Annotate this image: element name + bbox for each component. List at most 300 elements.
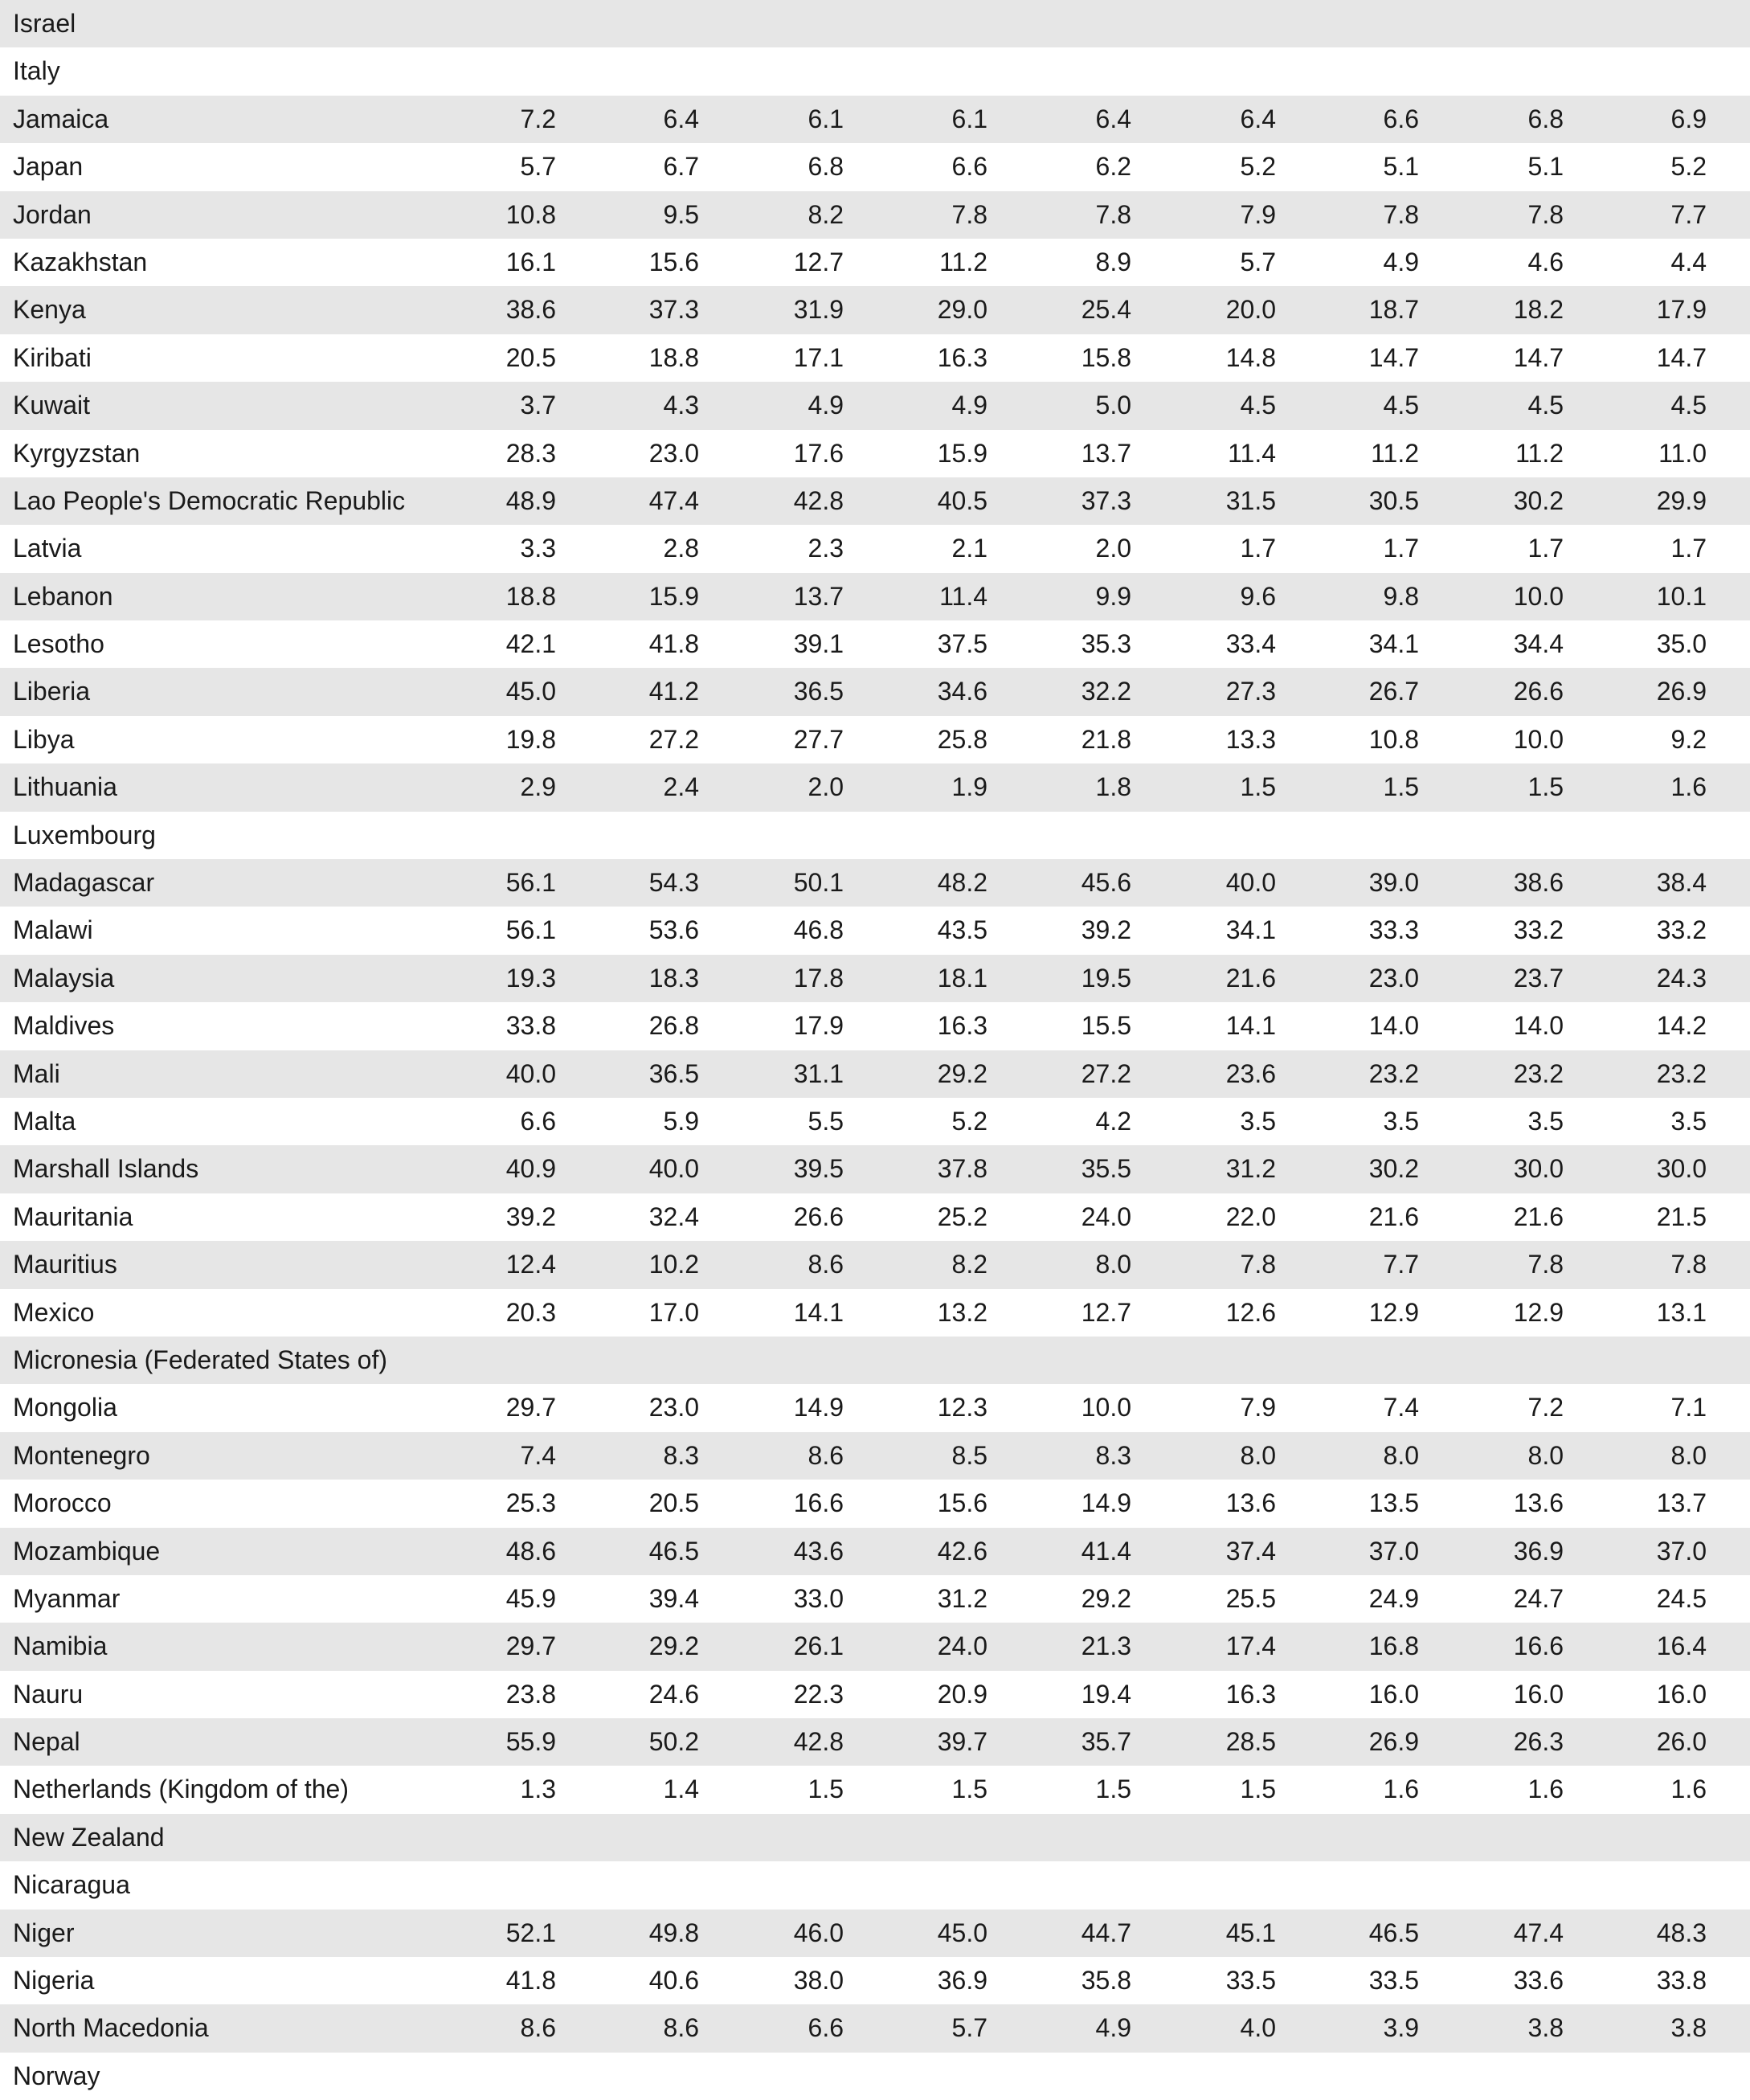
table-cell-value: 5.2 (951, 1106, 987, 1136)
table-cell-value: 15.6 (937, 1488, 987, 1518)
table-cell-value: 34.4 (1513, 629, 1564, 659)
table-cell-value: 39.7 (937, 1727, 987, 1757)
table-cell-value: 16.6 (1513, 1631, 1564, 1661)
table-cell-value: 15.8 (1081, 342, 1131, 372)
table-cell-value: 52.1 (505, 1918, 556, 1947)
table-cell-value: 3.5 (1670, 1106, 1707, 1136)
table-cell-value: 26.3 (1513, 1727, 1564, 1757)
table-cell-value: 2.8 (663, 534, 699, 563)
table-cell-value: 28.5 (1225, 1727, 1276, 1757)
table-row (0, 1432, 1750, 1480)
table-cell-value: 21.5 (1656, 1201, 1707, 1231)
table-cell-value: 9.2 (1670, 724, 1707, 754)
table-cell-value: 25.4 (1081, 295, 1131, 325)
table-cell-value: 6.6 (951, 152, 987, 182)
table-cell-value: 26.6 (793, 1201, 844, 1231)
country-name: Malawi (13, 915, 93, 945)
table-cell-value: 25.2 (937, 1201, 987, 1231)
table-cell-value: 14.9 (1081, 1488, 1131, 1518)
table-cell-value: 24.0 (1081, 1201, 1131, 1231)
country-name: Nicaragua (13, 1870, 130, 1900)
table-row (0, 1145, 1750, 1193)
table-cell-value: 11.0 (1658, 438, 1707, 468)
table-cell-value: 3.5 (1383, 1106, 1419, 1136)
table-cell-value: 17.9 (793, 1011, 844, 1041)
table-cell-value: 45.0 (937, 1918, 987, 1947)
table-row (0, 716, 1750, 763)
country-name: Netherlands (Kingdom of the) (13, 1775, 349, 1804)
table-cell-value: 1.7 (1527, 534, 1564, 563)
table-row (0, 1289, 1750, 1337)
table-cell-value: 46.8 (793, 915, 844, 945)
table-cell-value: 13.7 (793, 581, 844, 611)
table-cell-value: 1.3 (520, 1775, 556, 1804)
table-cell-value: 46.0 (793, 1918, 844, 1947)
table-row (0, 1814, 1750, 1861)
table-row (0, 1193, 1750, 1241)
table-cell-value: 33.5 (1368, 1966, 1419, 1996)
country-name: Jamaica (13, 104, 109, 133)
table-cell-value: 5.7 (951, 2013, 987, 2043)
table-cell-value: 54.3 (648, 868, 699, 898)
table-cell-value: 33.4 (1225, 629, 1276, 659)
table-cell-value: 18.1 (937, 963, 987, 993)
table-cell-value: 29.2 (648, 1631, 699, 1661)
table-cell-value: 1.8 (1095, 772, 1131, 802)
table-cell-value: 42.8 (793, 1727, 844, 1757)
table-cell-value: 7.9 (1240, 199, 1276, 229)
table-row (0, 1957, 1750, 2004)
table-cell-value: 3.5 (1527, 1106, 1564, 1136)
table-cell-value: 20.9 (937, 1679, 987, 1709)
table-cell-value: 45.1 (1225, 1918, 1276, 1947)
table-cell-value: 55.9 (505, 1727, 556, 1757)
table-cell-value: 26.0 (1656, 1727, 1707, 1757)
table-cell-value: 31.9 (793, 295, 844, 325)
table-cell-value: 39.2 (505, 1201, 556, 1231)
table-cell-value: 17.4 (1225, 1631, 1276, 1661)
table-cell-value: 7.4 (1383, 1393, 1419, 1423)
table-cell-value: 23.0 (1368, 963, 1419, 993)
table-cell-value: 5.7 (520, 152, 556, 182)
table-cell-value: 39.0 (1368, 868, 1419, 898)
country-name: Israel (13, 9, 76, 38)
table-cell-value: 11.2 (939, 247, 987, 276)
country-name: Liberia (13, 677, 91, 706)
country-name: Lesotho (13, 629, 104, 659)
table-cell-value: 2.9 (520, 772, 556, 802)
table-cell-value: 14.2 (1656, 1011, 1707, 1041)
table-row (0, 1718, 1750, 1766)
table-cell-value: 1.5 (951, 1775, 987, 1804)
table-row (0, 1623, 1750, 1670)
table-cell-value: 9.6 (1240, 581, 1276, 611)
table-cell-value: 27.2 (648, 724, 699, 754)
table-row (0, 239, 1750, 286)
table-cell-value: 6.7 (663, 152, 699, 182)
table-cell-value: 18.8 (505, 581, 556, 611)
table-cell-value: 7.8 (1240, 1250, 1276, 1279)
table-cell-value: 3.3 (520, 534, 556, 563)
table-row (0, 1098, 1750, 1145)
table-cell-value: 10.8 (1368, 724, 1419, 754)
table-cell-value: 4.2 (1095, 1106, 1131, 1136)
table-cell-value: 14.7 (1513, 342, 1564, 372)
table-cell-value: 1.9 (951, 772, 987, 802)
table-cell-value: 31.5 (1225, 485, 1276, 515)
table-cell-value: 38.0 (793, 1966, 844, 1996)
country-name: Japan (13, 152, 84, 182)
table-cell-value: 17.6 (793, 438, 844, 468)
table-cell-value: 10.1 (1656, 581, 1707, 611)
table-row (0, 143, 1750, 190)
table-cell-value: 42.6 (937, 1536, 987, 1566)
country-name: Malaysia (13, 963, 115, 993)
table-cell-value: 1.5 (1527, 772, 1564, 802)
table-cell-value: 35.8 (1081, 1966, 1131, 1996)
table-cell-value: 2.1 (951, 534, 987, 563)
table-cell-value: 40.0 (505, 1058, 556, 1088)
table-cell-value: 7.8 (1527, 1250, 1564, 1279)
table-cell-value: 8.0 (1527, 1440, 1564, 1470)
table-cell-value: 25.8 (937, 724, 987, 754)
table-cell-value: 46.5 (648, 1536, 699, 1566)
table-cell-value: 29.7 (505, 1631, 556, 1661)
table-row (0, 382, 1750, 429)
table-cell-value: 4.5 (1240, 391, 1276, 420)
country-name: Kyrgyzstan (13, 438, 141, 468)
table-cell-value: 16.3 (1225, 1679, 1276, 1709)
table-cell-value: 6.4 (663, 104, 699, 133)
table-cell-value: 7.7 (1670, 199, 1707, 229)
table-cell-value: 47.4 (1513, 1918, 1564, 1947)
table-cell-value: 40.6 (648, 1966, 699, 1996)
table-cell-value: 26.6 (1513, 677, 1564, 706)
table-cell-value: 34.6 (937, 677, 987, 706)
table-cell-value: 12.7 (1081, 1297, 1131, 1327)
table-cell-value: 8.6 (663, 2013, 699, 2043)
table-cell-value: 1.6 (1527, 1775, 1564, 1804)
country-name: Jordan (13, 199, 92, 229)
table-cell-value: 6.4 (1095, 104, 1131, 133)
table-row (0, 430, 1750, 477)
table-cell-value: 17.1 (793, 342, 844, 372)
table-cell-value: 14.9 (793, 1393, 844, 1423)
country-name: Mauritania (13, 1201, 133, 1231)
table-cell-value: 34.1 (1368, 629, 1419, 659)
table-cell-value: 33.2 (1656, 915, 1707, 945)
table-cell-value: 45.9 (505, 1583, 556, 1613)
table-cell-value: 14.1 (1225, 1011, 1276, 1041)
table-cell-value: 36.9 (1513, 1536, 1564, 1566)
table-cell-value: 29.9 (1656, 485, 1707, 515)
table-cell-value: 33.3 (1368, 915, 1419, 945)
table-cell-value: 53.6 (648, 915, 699, 945)
table-cell-value: 34.1 (1225, 915, 1276, 945)
table-cell-value: 18.7 (1368, 295, 1419, 325)
table-cell-value: 16.4 (1656, 1631, 1707, 1661)
country-name: Kuwait (13, 391, 91, 420)
country-name: Kenya (13, 295, 86, 325)
table-cell-value: 4.9 (1383, 247, 1419, 276)
table-row (0, 477, 1750, 525)
table-cell-value: 23.2 (1368, 1058, 1419, 1088)
table-cell-value: 41.2 (648, 677, 699, 706)
table-cell-value: 45.0 (505, 677, 556, 706)
table-cell-value: 44.7 (1081, 1918, 1131, 1947)
table-cell-value: 16.6 (793, 1488, 844, 1518)
table-cell-value: 37.3 (648, 295, 699, 325)
table-cell-value: 41.4 (1081, 1536, 1131, 1566)
country-name: Maldives (13, 1011, 115, 1041)
table-cell-value: 8.6 (520, 2013, 556, 2043)
table-cell-value: 24.0 (937, 1631, 987, 1661)
table-cell-value: 19.4 (1081, 1679, 1131, 1709)
country-name: Lithuania (13, 772, 117, 802)
table-cell-value: 7.7 (1383, 1250, 1419, 1279)
table-cell-value: 26.9 (1368, 1727, 1419, 1757)
country-name: Kazakhstan (13, 247, 148, 276)
table-row (0, 573, 1750, 620)
table-cell-value: 38.6 (1513, 868, 1564, 898)
table-cell-value: 24.3 (1656, 963, 1707, 993)
table-cell-value: 31.2 (1225, 1154, 1276, 1184)
table-cell-value: 30.2 (1513, 485, 1564, 515)
table-row (0, 1480, 1750, 1527)
country-name: Mali (13, 1058, 60, 1088)
table-cell-value: 7.2 (520, 104, 556, 133)
country-name: Nauru (13, 1679, 84, 1709)
table-cell-value: 21.8 (1081, 724, 1131, 754)
table-cell-value: 20.5 (648, 1488, 699, 1518)
table-cell-value: 14.7 (1368, 342, 1419, 372)
table-cell-value: 10.0 (1513, 724, 1564, 754)
table-cell-value: 31.2 (937, 1583, 987, 1613)
table-cell-value: 35.5 (1081, 1154, 1131, 1184)
table-cell-value: 37.0 (1656, 1536, 1707, 1566)
table-cell-value: 8.2 (951, 1250, 987, 1279)
table-cell-value: 25.5 (1225, 1583, 1276, 1613)
table-cell-value: 23.0 (648, 438, 699, 468)
table-cell-value: 14.0 (1368, 1011, 1419, 1041)
table-cell-value: 38.4 (1656, 868, 1707, 898)
table-cell-value: 29.0 (937, 295, 987, 325)
table-cell-value: 8.9 (1095, 247, 1131, 276)
table-row (0, 955, 1750, 1002)
table-cell-value: 29.2 (1081, 1583, 1131, 1613)
table-cell-value: 14.1 (793, 1297, 844, 1327)
table-cell-value: 6.6 (1383, 104, 1419, 133)
table-cell-value: 7.8 (1383, 199, 1419, 229)
table-cell-value: 27.7 (793, 724, 844, 754)
table-cell-value: 15.6 (648, 247, 699, 276)
table-cell-value: 41.8 (505, 1966, 556, 1996)
table-row (0, 2004, 1750, 2052)
table-cell-value: 9.5 (663, 199, 699, 229)
table-row (0, 1241, 1750, 1288)
table-cell-value: 30.5 (1368, 485, 1419, 515)
table-cell-value: 17.8 (793, 963, 844, 993)
table-row (0, 1384, 1750, 1431)
table-row (0, 2053, 1750, 2100)
table-cell-value: 31.1 (793, 1058, 844, 1088)
table-cell-value: 10.0 (1513, 581, 1564, 611)
table-cell-value: 5.1 (1527, 152, 1564, 182)
table-cell-value: 33.6 (1513, 1966, 1564, 1996)
table-cell-value: 4.3 (663, 391, 699, 420)
table-cell-value: 37.8 (937, 1154, 987, 1184)
table-cell-value: 3.7 (520, 391, 556, 420)
table-cell-value: 4.9 (1095, 2013, 1131, 2043)
table-cell-value: 20.5 (505, 342, 556, 372)
table-cell-value: 4.6 (1527, 247, 1564, 276)
country-name: Madagascar (13, 868, 155, 898)
table-cell-value: 42.8 (793, 485, 844, 515)
table-row (0, 525, 1750, 572)
table-cell-value: 37.5 (937, 629, 987, 659)
table-row (0, 1528, 1750, 1575)
table-cell-value: 9.9 (1095, 581, 1131, 611)
country-name: Niger (13, 1918, 75, 1947)
table-cell-value: 12.6 (1225, 1297, 1276, 1327)
table-cell-value: 4.0 (1240, 2013, 1276, 2043)
table-cell-value: 1.6 (1670, 772, 1707, 802)
table-cell-value: 11.2 (1371, 438, 1419, 468)
table-cell-value: 8.0 (1670, 1440, 1707, 1470)
table-row (0, 1050, 1750, 1098)
table-cell-value: 16.3 (937, 342, 987, 372)
table-cell-value: 3.9 (1383, 2013, 1419, 2043)
table-cell-value: 2.0 (808, 772, 844, 802)
table-cell-value: 32.4 (648, 1201, 699, 1231)
country-name: Micronesia (Federated States of) (13, 1345, 387, 1374)
table-cell-value: 39.1 (793, 629, 844, 659)
table-cell-value: 22.0 (1225, 1201, 1276, 1231)
table-cell-value: 40.0 (648, 1154, 699, 1184)
country-name: Libya (13, 724, 75, 754)
table-cell-value: 23.0 (648, 1393, 699, 1423)
table-cell-value: 12.3 (937, 1393, 987, 1423)
table-cell-value: 5.2 (1240, 152, 1276, 182)
table-cell-value: 41.8 (648, 629, 699, 659)
table-cell-value: 24.5 (1656, 1583, 1707, 1613)
table-row (0, 1766, 1750, 1813)
table-row (0, 1861, 1750, 1909)
country-name: Mauritius (13, 1250, 117, 1279)
table-cell-value: 7.8 (1527, 199, 1564, 229)
table-cell-value: 38.6 (505, 295, 556, 325)
table-cell-value: 48.2 (937, 868, 987, 898)
table-cell-value: 23.7 (1513, 963, 1564, 993)
table-row (0, 763, 1750, 811)
table-row (0, 620, 1750, 668)
table-cell-value: 26.1 (793, 1631, 844, 1661)
country-name: Namibia (13, 1631, 108, 1661)
table-cell-value: 23.6 (1225, 1058, 1276, 1088)
table-cell-value: 27.2 (1081, 1058, 1131, 1088)
table-cell-value: 5.5 (808, 1106, 844, 1136)
table-cell-value: 7.8 (1670, 1250, 1707, 1279)
table-cell-value: 4.9 (951, 391, 987, 420)
table-row (0, 1910, 1750, 1957)
table-cell-value: 39.4 (648, 1583, 699, 1613)
table-cell-value: 40.0 (1225, 868, 1276, 898)
table-cell-value: 56.1 (505, 915, 556, 945)
table-cell-value: 18.2 (1513, 295, 1564, 325)
table-cell-value: 39.5 (793, 1154, 844, 1184)
table-cell-value: 3.5 (1240, 1106, 1276, 1136)
table-cell-value: 1.6 (1670, 1775, 1707, 1804)
table-cell-value: 23.2 (1513, 1058, 1564, 1088)
country-name: Luxembourg (13, 820, 156, 849)
table-cell-value: 7.2 (1527, 1393, 1564, 1423)
table-cell-value: 15.9 (937, 438, 987, 468)
table-cell-value: 37.0 (1368, 1536, 1419, 1566)
table-cell-value: 49.8 (648, 1918, 699, 1947)
country-name: Nigeria (13, 1966, 95, 1996)
table-cell-value: 8.6 (808, 1440, 844, 1470)
table-cell-value: 1.7 (1383, 534, 1419, 563)
table-cell-value: 48.9 (505, 485, 556, 515)
table-row (0, 1337, 1750, 1384)
table-cell-value: 19.5 (1081, 963, 1131, 993)
table-cell-value: 5.7 (1240, 247, 1276, 276)
table-cell-value: 4.4 (1670, 247, 1707, 276)
table-cell-value: 1.5 (1240, 772, 1276, 802)
table-cell-value: 43.6 (793, 1536, 844, 1566)
table-cell-value: 1.5 (1240, 1775, 1276, 1804)
table-row (0, 668, 1750, 715)
country-name: Myanmar (13, 1583, 121, 1613)
table-cell-value: 11.4 (939, 581, 987, 611)
table-cell-value: 9.8 (1383, 581, 1419, 611)
table-cell-value: 10.8 (505, 199, 556, 229)
table-cell-value: 16.1 (505, 247, 556, 276)
table-cell-value: 6.2 (1095, 152, 1131, 182)
table-cell-value: 24.9 (1368, 1583, 1419, 1613)
table-cell-value: 14.0 (1513, 1011, 1564, 1041)
table-row (0, 1575, 1750, 1623)
table-cell-value: 10.2 (648, 1250, 699, 1279)
table-cell-value: 2.0 (1095, 534, 1131, 563)
country-name: Mongolia (13, 1393, 117, 1423)
table-cell-value: 48.3 (1656, 1918, 1707, 1947)
table-cell-value: 13.3 (1225, 724, 1276, 754)
table-cell-value: 4.5 (1383, 391, 1419, 420)
table-cell-value: 1.7 (1670, 534, 1707, 563)
table-cell-value: 56.1 (505, 868, 556, 898)
table-cell-value: 50.2 (648, 1727, 699, 1757)
table-cell-value: 33.8 (1656, 1966, 1707, 1996)
table-cell-value: 23.2 (1656, 1058, 1707, 1088)
table-cell-value: 13.7 (1081, 438, 1131, 468)
table-cell-value: 36.9 (937, 1966, 987, 1996)
table-cell-value: 6.1 (808, 104, 844, 133)
table-cell-value: 43.5 (937, 915, 987, 945)
table-cell-value: 21.6 (1368, 1201, 1419, 1231)
table-cell-value: 16.0 (1513, 1679, 1564, 1709)
table-cell-value: 1.5 (1383, 772, 1419, 802)
table-cell-value: 46.5 (1368, 1918, 1419, 1947)
table-cell-value: 33.2 (1513, 915, 1564, 945)
table-cell-value: 40.5 (937, 485, 987, 515)
table-row (0, 907, 1750, 954)
table-cell-value: 36.5 (648, 1058, 699, 1088)
table-cell-value: 6.8 (1527, 104, 1564, 133)
table-cell-value: 7.9 (1240, 1393, 1276, 1423)
table-cell-value: 10.0 (1081, 1393, 1131, 1423)
table-cell-value: 45.6 (1081, 868, 1131, 898)
